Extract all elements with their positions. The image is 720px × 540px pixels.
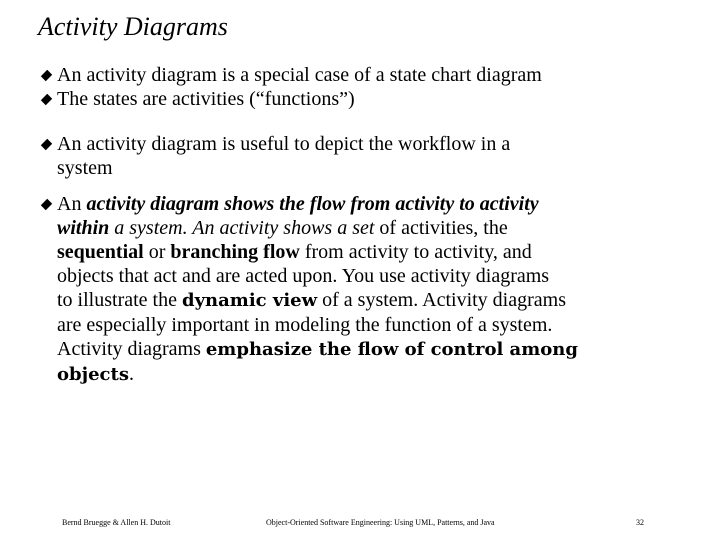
- bold-segment: emphasize the flow of control among: [205, 339, 578, 360]
- italic-segment: a system. An activity shows a set: [109, 217, 375, 239]
- text-segment: of a system. Activity diagrams: [317, 289, 566, 311]
- text-segment: Activity diagrams: [57, 338, 206, 360]
- bullet-item: [57, 192, 578, 387]
- bold-segment: objects: [57, 364, 129, 385]
- text-segment: .: [128, 363, 134, 385]
- bullet-text: An activity diagram is a special case of a state chart diagram: [57, 64, 542, 86]
- diamond-bullet-icon: [41, 199, 52, 210]
- text-segment: or: [143, 241, 171, 263]
- bullet-item: [57, 87, 355, 111]
- bold-segment: sequential: [57, 241, 144, 263]
- text-segment: from activity to activity, and: [299, 241, 532, 263]
- text-segment: of activities, the: [374, 217, 508, 239]
- bullet-item: [57, 132, 510, 180]
- bullet-text: The states are activities (“functions”): [57, 88, 355, 110]
- bold-segment: branching flow: [170, 241, 300, 263]
- bullet-text: An activity diagram is useful to depict the workflow in a: [57, 133, 511, 155]
- text-segment: objects that act and are acted upon. You use activity diagrams: [57, 265, 550, 287]
- bullet-text: system: [57, 157, 113, 179]
- footer-book-title: Object-Oriented Software Engineering: Using UML, Patterns, and Java: [266, 518, 495, 527]
- diamond-bullet-icon: [41, 139, 52, 150]
- slide-title: Activity Diagrams: [38, 12, 228, 41]
- footer-page-number: 32: [636, 518, 644, 527]
- emphasis-segment: activity diagram shows the flow from activity to activity: [86, 193, 539, 215]
- bullet-item: [57, 63, 542, 87]
- footer-authors: Bernd Bruegge & Allen H. Dutoit: [62, 518, 171, 527]
- bold-segment: dynamic view: [181, 290, 318, 311]
- text-segment: to illustrate the: [57, 289, 182, 311]
- text-segment: are especially important in modeling the function of a system.: [57, 314, 553, 336]
- text-segment: An: [57, 193, 87, 215]
- diamond-bullet-icon: [41, 70, 52, 81]
- emphasis-segment: within: [57, 217, 110, 239]
- diamond-bullet-icon: [41, 94, 52, 105]
